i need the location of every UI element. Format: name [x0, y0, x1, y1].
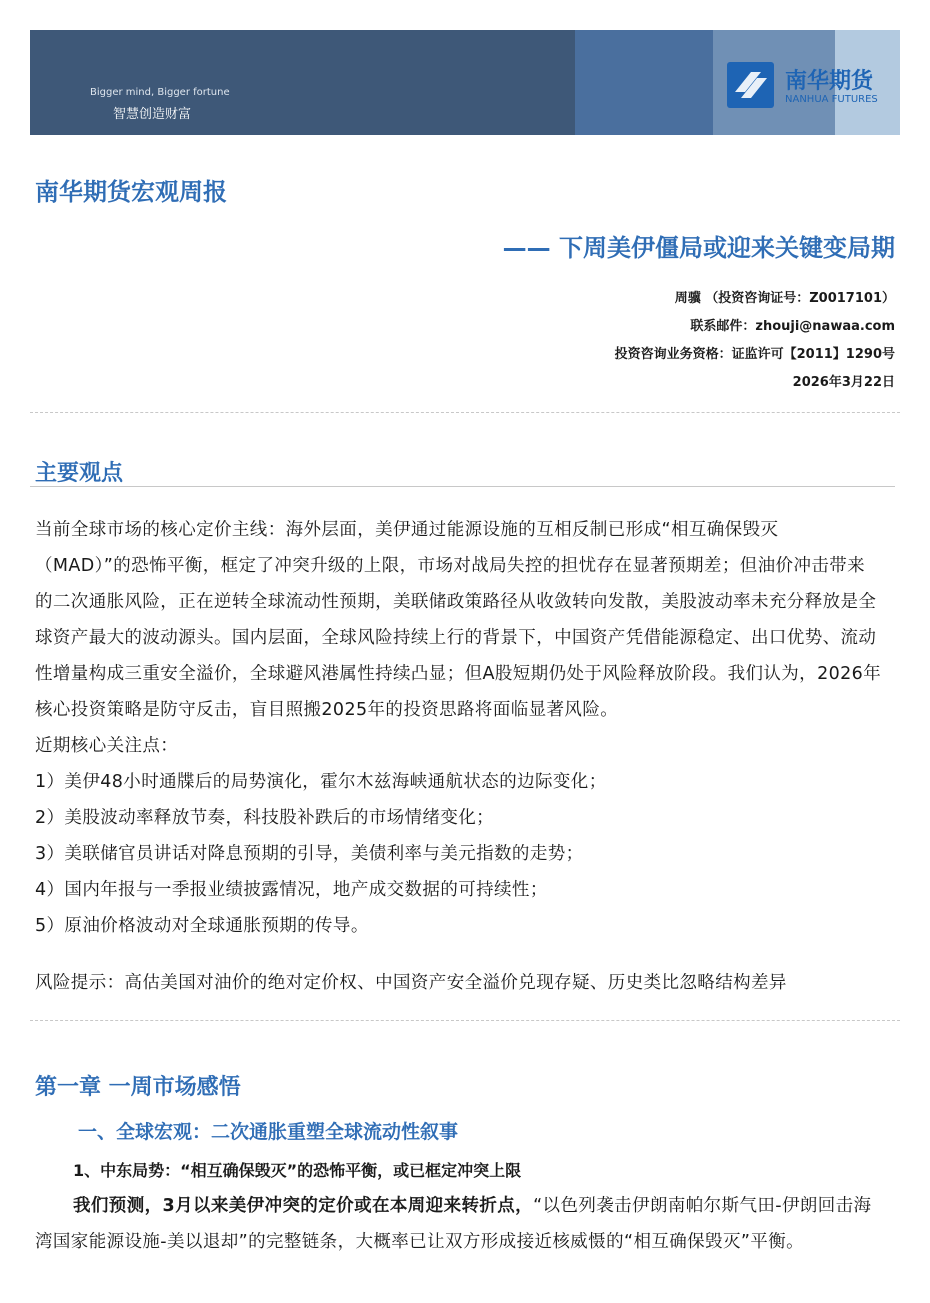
email: 联系邮件：zhouji@nawaa.com: [690, 319, 895, 334]
bold-text: 我们预测，3月以来美伊冲突的定价或在本周迎来转折点，: [73, 1196, 534, 1216]
logo-text-en: NANHUA FUTURES: [785, 94, 878, 105]
text-line: 湾国家能源设施-美以退却”的完整链条，大概率已让双方形成接近核威慑的“相互确保毁灭”平衡。: [35, 1232, 805, 1252]
subsection-heading: 一、全球宏观：二次通胀重塑全球流动性叙事: [78, 1121, 459, 1143]
chapter-heading: 第一章 一周市场感悟: [35, 1075, 241, 1100]
text-line: [73, 1192, 871, 1217]
slogan-cn: 智慧创造财富: [113, 107, 192, 122]
banner: [30, 30, 575, 135]
text-line: 近期核心关注点：: [35, 736, 179, 756]
text-line: 性增量构成三重安全溢价，全球避风港属性持续凸显；但A股短期仍处于风险释放阶段。我们认为，2026年: [35, 664, 882, 684]
text-line: （MAD）”的恐怖平衡，框定了冲突升级的上限，市场对战局失控的担忧存在显著预期差；但油价冲击带来: [35, 556, 866, 576]
list-item: 5）原油价格波动对全球通胀预期的传导。: [35, 916, 369, 936]
logo-icon: [727, 62, 774, 108]
list-item: 4）国内年报与一季报业绩披露情况，地产成交数据的可持续性；: [35, 880, 548, 900]
report-title: 南华期货宏观周报: [35, 178, 227, 206]
slogan-en: Bigger mind, Bigger fortune: [90, 87, 230, 98]
divider: [30, 1020, 900, 1021]
text-line: 当前全球市场的核心定价主线：海外层面，美伊通过能源设施的互相反制已形成“相互确保毁灭: [35, 520, 779, 540]
risk-note: 风险提示：高估美国对油价的绝对定价权、中国资产安全溢价兑现存疑、历史类比忽略结构差异: [35, 973, 787, 993]
divider: [30, 486, 895, 487]
text-line: 的二次通胀风险，正在逆转全球流动性预期，美联储政策路径从收敛转向发散，美股波动率未充分释放是全: [35, 592, 877, 612]
text-line: 核心投资策略是防守反击，盲目照搬2025年的投资思路将面临显著风险。: [35, 700, 619, 720]
list-item: 3）美联储官员讲话对降息预期的引导，美债利率与美元指数的走势；: [35, 844, 584, 864]
section-heading: 主要观点: [35, 461, 124, 486]
text: “以色列袭击伊朗南帕尔斯气田-伊朗回击海: [533, 1196, 872, 1216]
topic-heading: 1、中东局势：“相互确保毁灭”的恐怖平衡，或已框定冲突上限: [73, 1161, 522, 1180]
text-line: 球资产最大的波动源头。国内层面，全球风险持续上行的背景下，中国资产凭借能源稳定、出口优势、流动: [35, 628, 877, 648]
logo-text: 南华期货: [785, 69, 874, 94]
license: 投资咨询业务资格：证监许可【2011】1290号: [614, 347, 895, 362]
report-subtitle: —— 下周美伊僵局或迎来关键变局期: [502, 234, 895, 262]
list-item: 2）美股波动率释放节奏，科技股补跌后的市场情绪变化；: [35, 808, 495, 828]
author: 周骥 （投资咨询证号：Z0017101）: [674, 291, 895, 306]
divider: [30, 412, 900, 413]
list-item: 1）美伊48小时通牒后的局势演化，霍尔木兹海峡通航状态的边际变化；: [35, 772, 607, 792]
date: 2026年3月22日: [792, 375, 895, 390]
banner-stripe: [575, 30, 713, 135]
